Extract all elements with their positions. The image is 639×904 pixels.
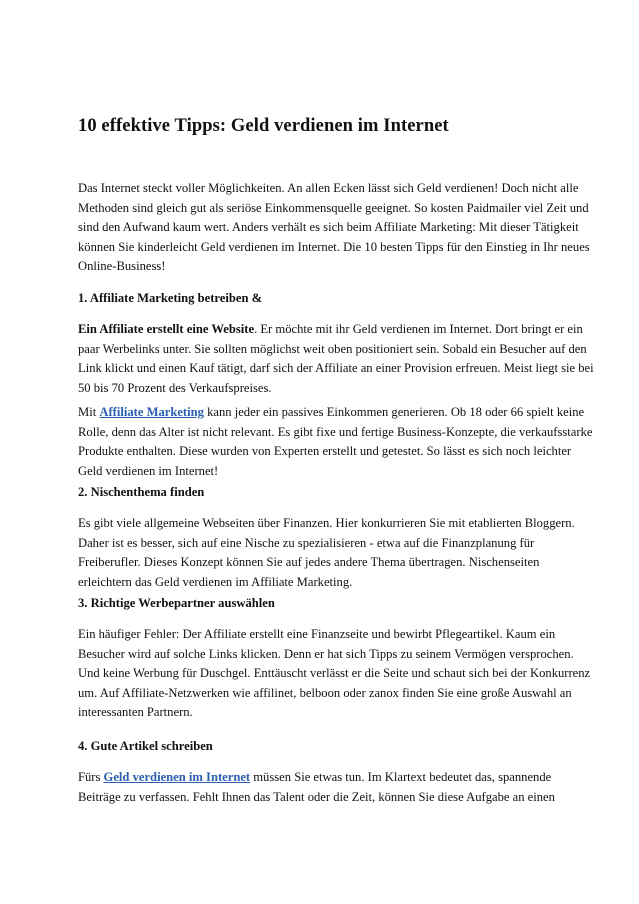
section-1-paragraph-2	[78, 403, 593, 481]
text-line: Daher ist es besser, sich auf eine Nische zu spezialisieren - etwa auf die Finanzplanung für	[78, 535, 535, 550]
text-line: sind den Aufwand kaum wert. Anders verhält es sich beim Affiliate Marketing: Mit dieser Tätigkeit	[78, 220, 579, 234]
section-2-paragraph	[78, 514, 578, 592]
text-line: Und keine Werbung für Duschgel. Enttäuscht verlässt er die Seite und schaut sich bei der Konkurrenz	[78, 666, 591, 680]
text-line: Das Internet steckt voller Möglichkeiten. An allen Ecken lässt sich Geld verdienen! Doch nicht alle	[78, 181, 579, 195]
section-4-paragraph	[78, 768, 578, 807]
text-line: Methoden sind gleich gut als seriöse Einkommensquelle geeignet. So kosten Paidmailer viel Zeit und	[78, 200, 589, 215]
text-line: paar Werbelinks unter. Sie sollten möglichst weit oben positioniert sein. Sobald ein Besucher auf den	[78, 341, 587, 356]
text-line: Geld verdienen im Internet!	[78, 463, 219, 478]
text-line: Rolle, denn das Alter ist nicht relevant. Es gibt fixe und fertige Business-Konzepte, die verkaufsstarke	[78, 424, 593, 439]
text-fragment: Fürs	[78, 770, 104, 784]
section-heading-1: 1. Affiliate Marketing betreiben &	[78, 291, 263, 305]
text-line: erleichtern das Geld verdienen im Affiliate Marketing.	[78, 574, 353, 589]
text-line	[78, 403, 585, 423]
geld-verdienen-link[interactable]: Geld verdienen im Internet	[103, 770, 251, 784]
text-line	[78, 320, 583, 340]
text-fragment: kann jeder ein passives Einkommen generieren. Ob 18 oder 66 spielt keine	[203, 405, 585, 419]
text-line: Besucher wird auf solche Links klicken. Denn er hat sich Tipps zu seinem Vermögen versprochen.	[78, 646, 574, 661]
text-line: Produkte enthalten. Diese wurden von Experten erstellt und getestet. So lässt es sich noch leichter	[78, 444, 572, 458]
section-1-paragraph-1	[78, 320, 594, 398]
section-heading-3: 3. Richtige Werbepartner auswählen	[78, 596, 275, 610]
page-title: 10 effektive Tipps: Geld verdienen im Internet	[78, 116, 449, 136]
intro-paragraph	[78, 179, 590, 277]
text-line: um. Auf Affiliate-Netzwerken wie affilinet, belboon oder zanox finden Sie eine große Auswahl an	[78, 685, 572, 700]
affiliate-marketing-link[interactable]: Affiliate Marketing	[99, 405, 204, 419]
section-heading-2: 2. Nischenthema finden	[78, 485, 205, 499]
text-line: Ein häufiger Fehler: Der Affiliate erstellt eine Finanzseite und bewirbt Pflegeartikel. Kaum ein	[78, 627, 556, 641]
text-line: Freiberufler. Dieses Konzept können Sie auf jedes andere Thema übertragen. Nischenseiten	[78, 555, 540, 569]
section-heading-4: 4. Gute Artikel schreiben	[78, 739, 213, 753]
text-fragment: Mit	[78, 405, 100, 419]
text-line: Link klickt und einen Kauf tätigt, darf sich der Affiliate an einer Provision erfreuen. Meist liegt sie bei	[78, 361, 594, 375]
text-line: interessanten Partnern.	[78, 705, 193, 719]
text-line: können Sie kinderleicht Geld verdienen im Internet. Die 10 besten Tipps für den Einstieg in Ihr neues	[78, 239, 590, 254]
text-line: Es gibt viele allgemeine Webseiten über Finanzen. Hier konkurrieren Sie mit etablierten Bloggern.	[78, 516, 575, 530]
text-fragment: . Er möchte mit ihr Geld verdienen im Internet. Dort bringt er ein	[254, 322, 583, 336]
text-line: Beiträge zu verfassen. Fehlt Ihnen das Talent oder die Zeit, können Sie diese Aufgabe an einen	[78, 789, 555, 804]
text-line: Online-Business!	[78, 259, 166, 273]
text-line	[78, 768, 578, 788]
lead-text: Ein Affiliate erstellt eine Website	[78, 322, 255, 336]
text-fragment: müssen Sie etwas tun. Im Klartext bedeutet das, spannende	[250, 770, 552, 784]
text-line: 50 bis 70 Prozent des Verkaufspreises.	[78, 380, 272, 395]
section-3-paragraph	[78, 625, 591, 723]
